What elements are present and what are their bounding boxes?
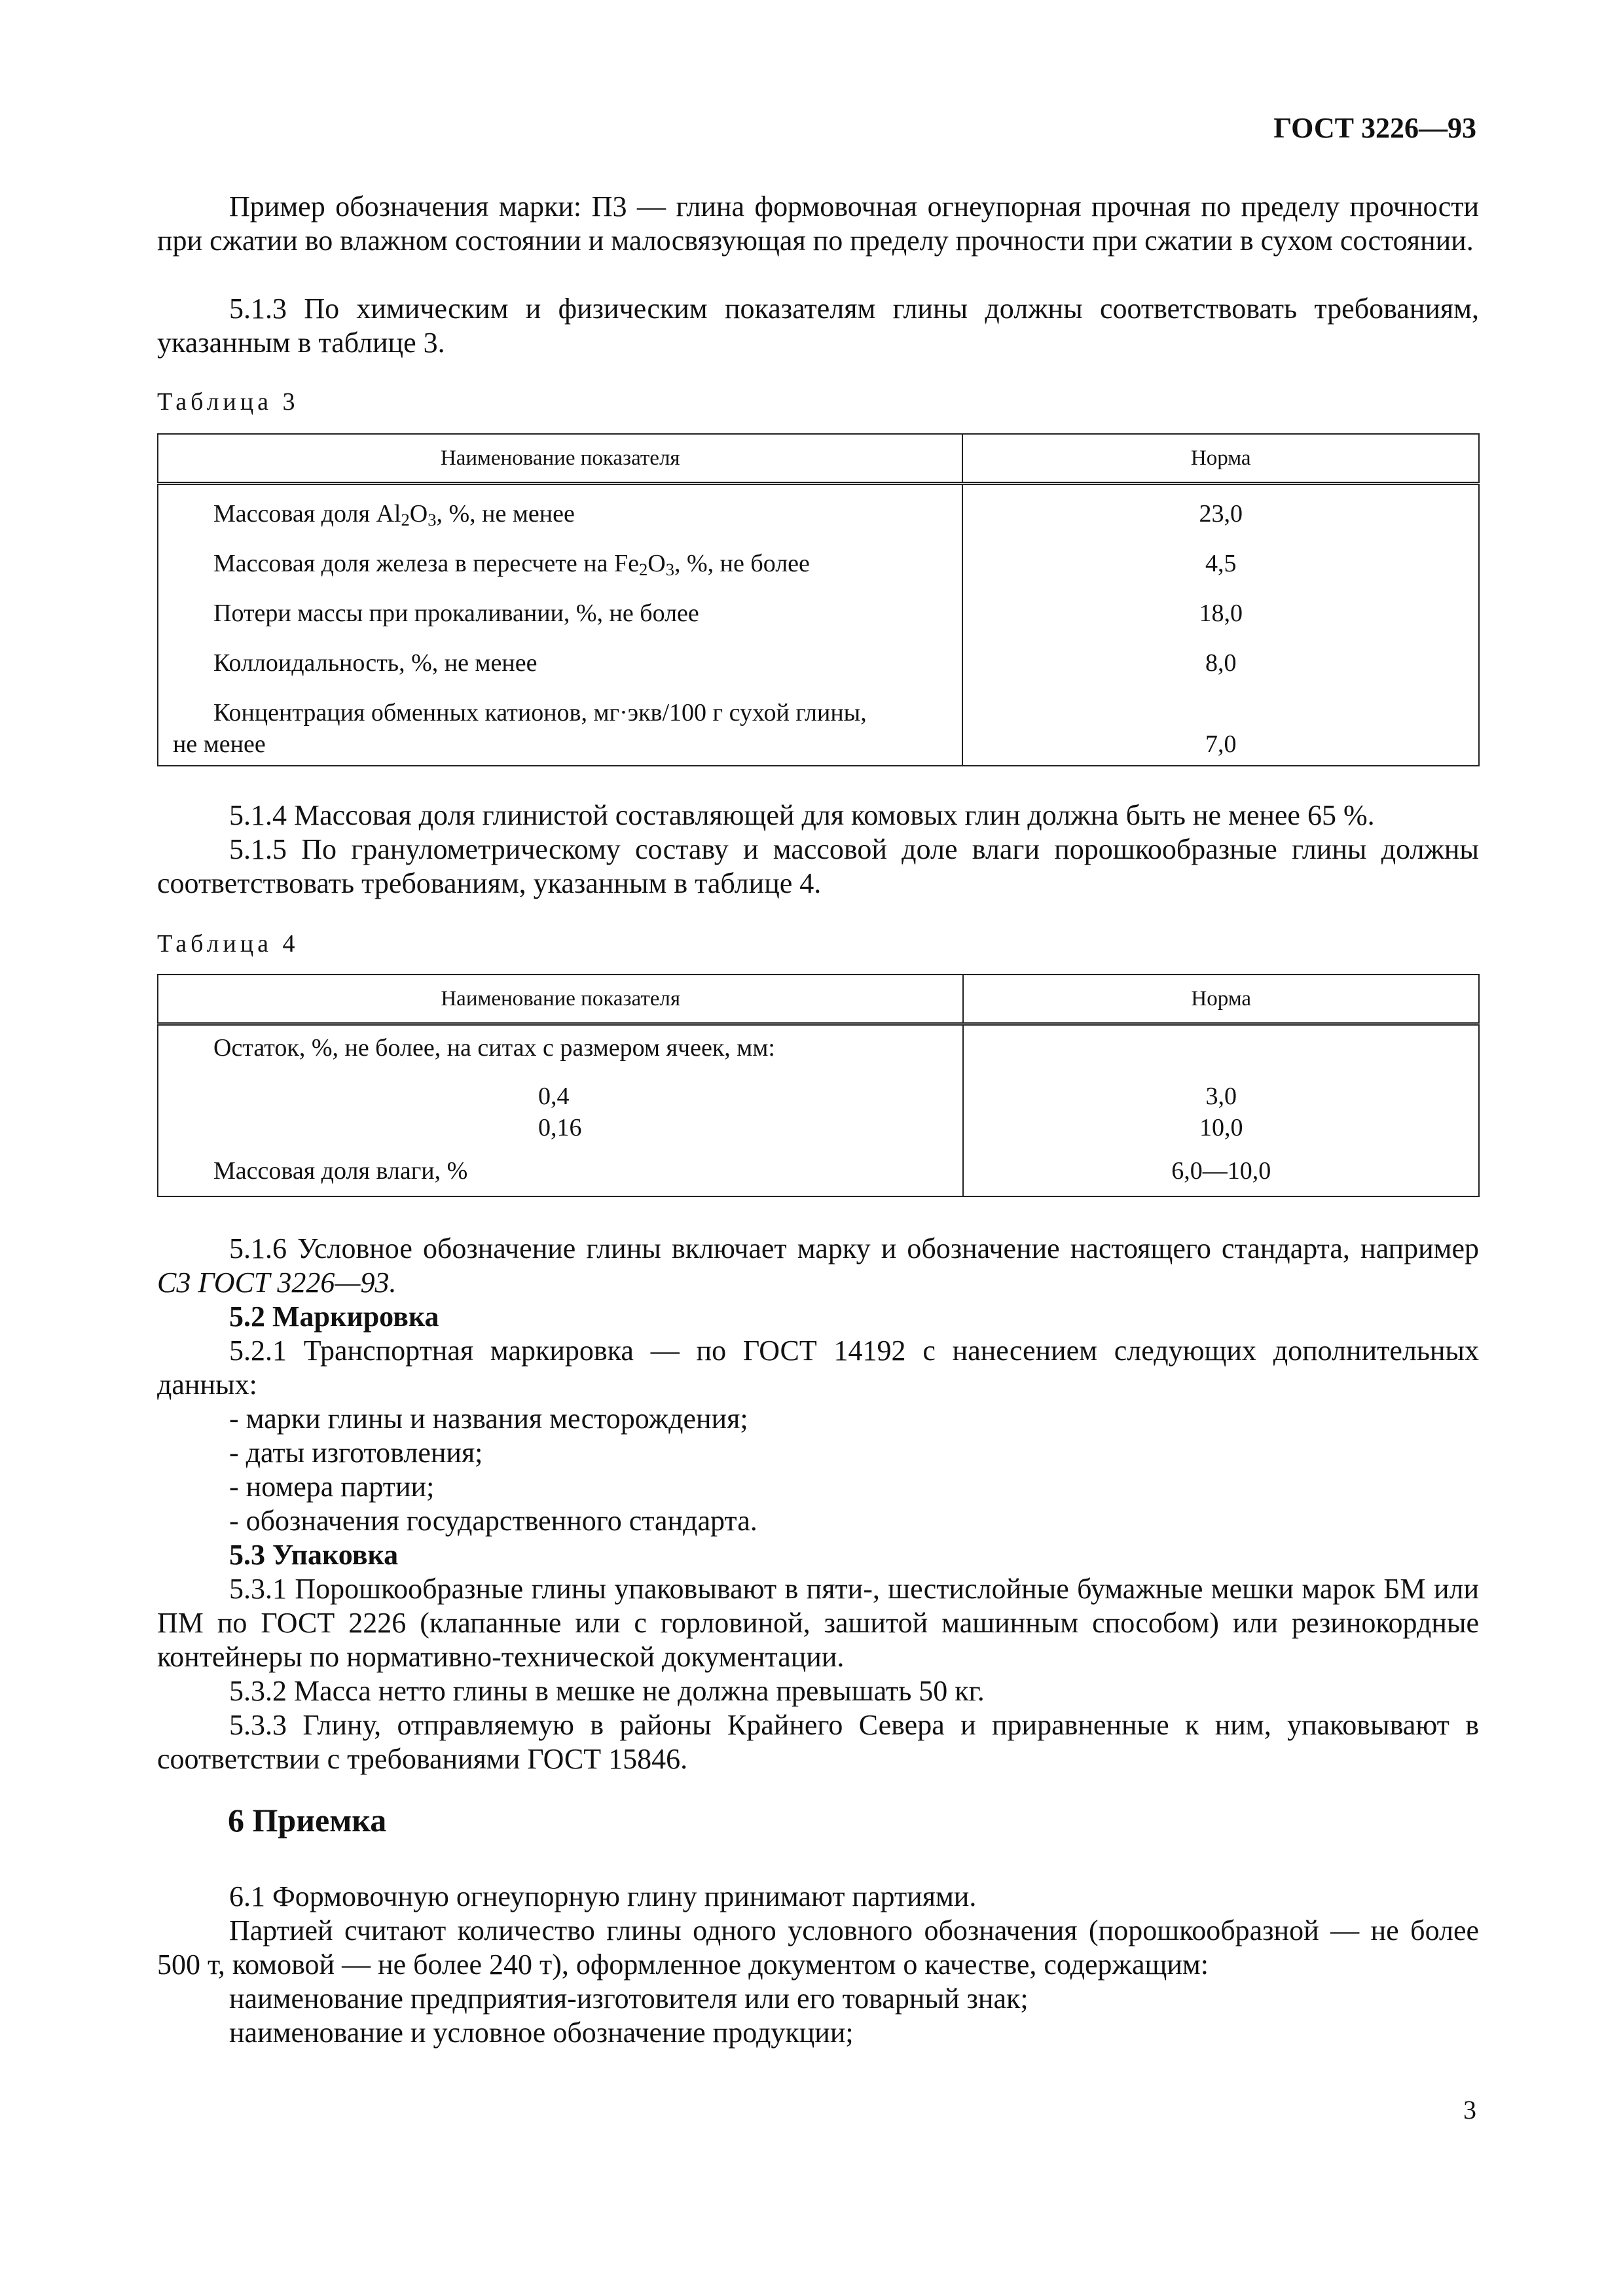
heading-5-3: 5.3 Упаковка (229, 1539, 399, 1571)
designation-example: С3 ГОСТ 3226—93. (157, 1266, 397, 1299)
clause-5-3-3: 5.3.3 Глину, отправляемую в районы Крайнего Севера и приравненные к ним, упаковывают в соответствии с требованиями ГОСТ 15846. (157, 1709, 1479, 1775)
table3-value-loss: 18,0 (1199, 600, 1243, 627)
section-6-title: 6 Приемка (228, 1802, 387, 1839)
table4-caption: Таблица 4 (157, 930, 299, 958)
table3-value-fe2o3: 4,5 (1205, 550, 1237, 577)
table3-row-al2o3: Массовая доля $Al_2O_3$, %, не менее (213, 500, 575, 529)
clause-5-1-5: 5.1.5 По гранулометрическому составу и массовой доле влаги порошкообразные глины должны соответствовать требованиям, указанным в таблице 4. (157, 833, 1479, 899)
marking-item-2: - даты изготовления; (229, 1437, 483, 1469)
table4-header-indicator: Наименование показателя (158, 975, 963, 1024)
clause-5-3-2: 5.3.2 Масса нетто глины в мешке не должна превышать 50 кг. (229, 1675, 985, 1707)
marking-item-3: - номера партии; (229, 1471, 435, 1503)
page-number: 3 (1463, 2095, 1476, 2125)
marking-item-4: - обозначения государственного стандарта. (229, 1505, 757, 1537)
table4-header-norm: Норма (963, 975, 1479, 1024)
quality-doc-item-1: наименование предприятия-изготовителя или его товарный знак; (229, 1982, 1029, 2015)
table3-row-fe2o3: Массовая доля железа в пересчете на $Fe_2O_3$, %, не более (213, 550, 810, 579)
clause-5-3-1: 5.3.1 Порошкообразные глины упаковывают в пяти-, шестислойные бумажные мешки марок БМ или ПМ по ГОСТ 2226 (клапанные или с горловиной, зашитой машинным способом) или резинокордные контейнеры по нормативно-технической документации. (157, 1573, 1479, 1673)
batch-definition: Партией считают количество глины одного условного обозначения (порошкообразной — не более 500 т, комовой — не более 240 т), оформленное документом о качестве, содержащим: (157, 1914, 1479, 1981)
table3-row-loss: Потери массы при прокаливании, %, не более (213, 600, 699, 627)
table3-value-colloid: 8,0 (1205, 649, 1237, 677)
document-code: ГОСТ 3226—93 (1273, 112, 1476, 144)
table3-header-norm: Норма (962, 434, 1479, 484)
clause-5-1-4: 5.1.4 Массовая доля глинистой составляющей для комовых глин должна быть не менее 65 %. (229, 799, 1375, 831)
table3-caption: Таблица 3 (157, 388, 299, 416)
table-3 (157, 433, 1480, 766)
table3-row-cations: Концентрация обменных катионов, мг·экв/100 г сухой глины, не менее (173, 699, 867, 758)
marking-item-1: - марки глины и названия месторождения; (229, 1403, 748, 1435)
table4-value-0-16: 10,0 (1199, 1114, 1243, 1141)
table4-sieve-0-4: 0,4 (538, 1083, 570, 1110)
table3-value-cations: 7,0 (1205, 730, 1237, 758)
clause-6-1: 6.1 Формовочную огнеупорную глину принимают партиями. (229, 1880, 977, 1912)
clause-5-2-1: 5.2.1 Транспортная маркировка — по ГОСТ 14192 с нанесением следующих дополнительных данных: (157, 1335, 1479, 1401)
table3-header-indicator: Наименование показателя (158, 434, 962, 484)
example-paragraph: Пример обозначения марки: П3 — глина формовочная огнеупорная прочная по пределу прочности при сжатии во влажном состоянии и малосвязующая по пределу прочности при сжатии в сухом состоянии. (157, 190, 1479, 257)
clause-5-1-6: 5.1.6 Условное обозначение глины включает марку и обозначение настоящего стандарта, например С3 ГОСТ 3226—93. (157, 1232, 1479, 1299)
table4-residue-label: Остаток, %, не более, на ситах с размером ячеек, мм: (213, 1034, 775, 1062)
table4-value-0-4: 3,0 (1205, 1083, 1237, 1110)
quality-doc-item-2: наименование и условное обозначение продукции; (229, 2017, 854, 2049)
table-4 (157, 974, 1480, 1197)
table4-sieve-0-16: 0,16 (538, 1114, 582, 1141)
heading-5-2: 5.2 Маркировка (229, 1300, 439, 1333)
table3-row-colloid: Коллоидальность, %, не менее (213, 649, 538, 677)
table3-value-al2o3: 23,0 (1199, 500, 1243, 528)
table4-moisture-label: Массовая доля влаги, % (213, 1157, 468, 1185)
table4-value-moisture: 6,0—10,0 (1171, 1157, 1271, 1185)
clause-5-1-3: 5.1.3 По химическим и физическим показателям глины должны соответствовать требованиям, указанным в таблице 3. (157, 293, 1479, 359)
